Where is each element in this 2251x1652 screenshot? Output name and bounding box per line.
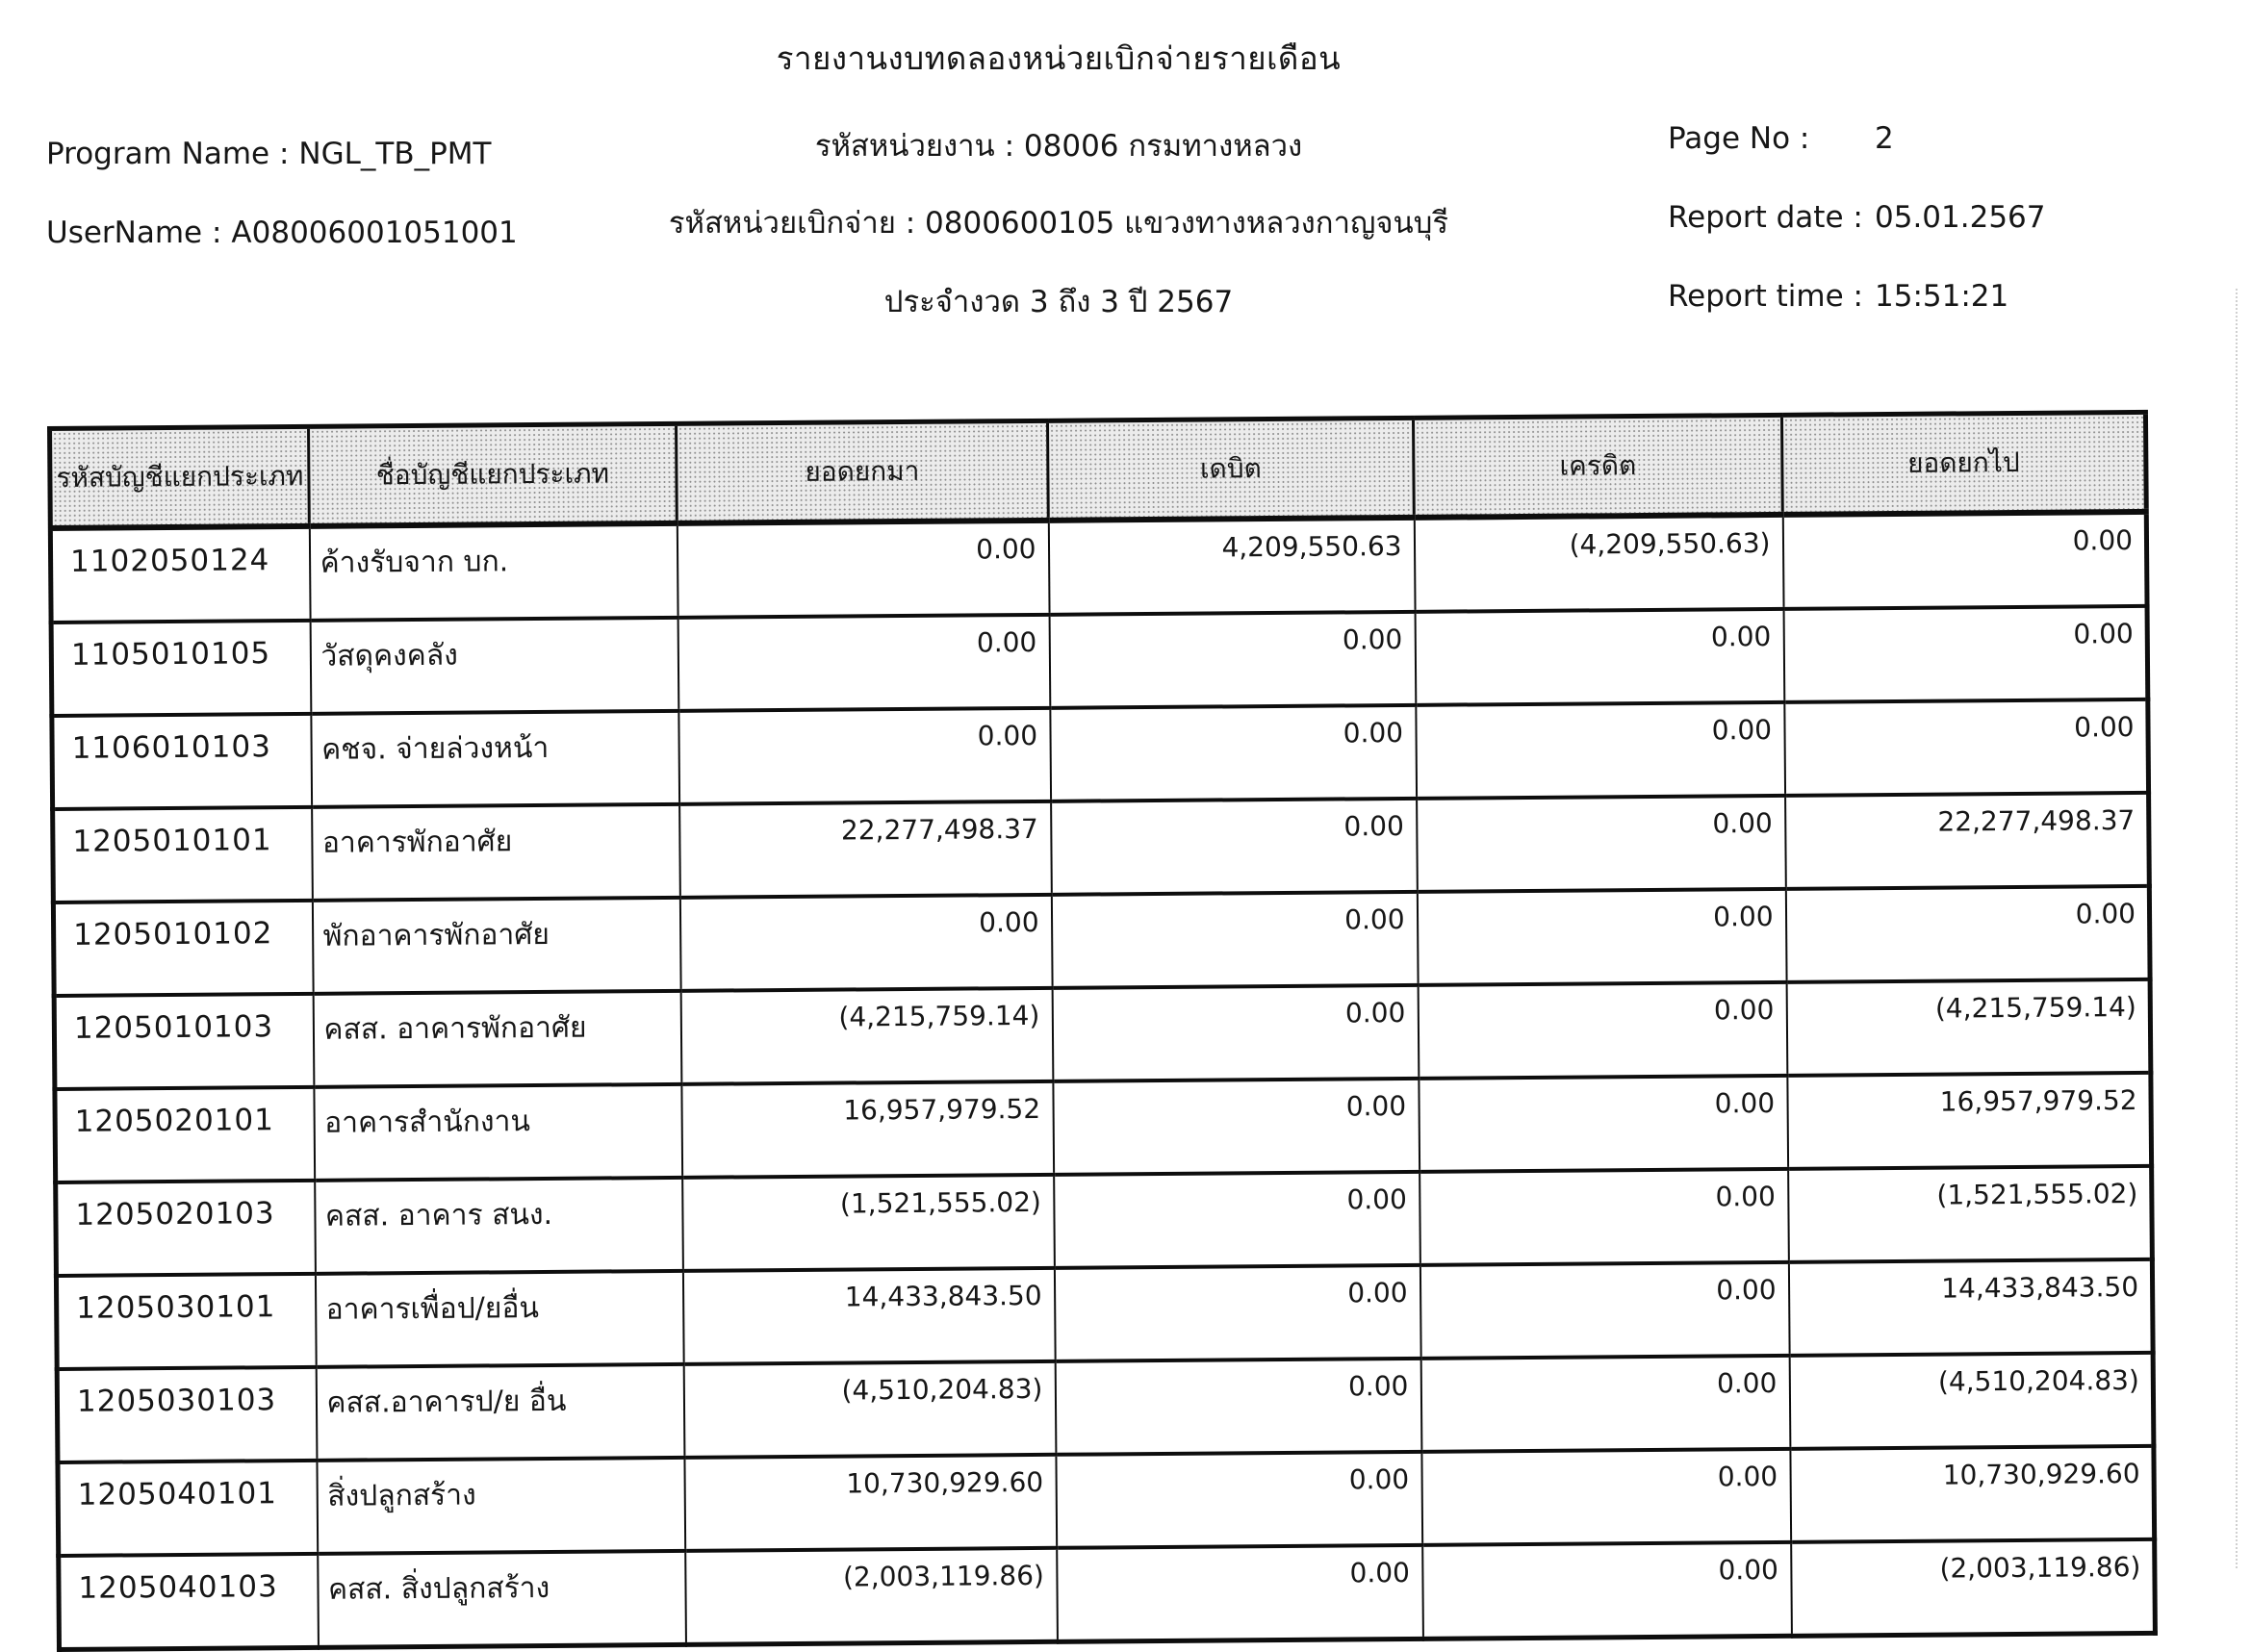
beginning-balance-cell: (1,521,555.02) (682, 1175, 1055, 1271)
column-header-account-code: รหัสบัญชีแยกประเภท (50, 426, 310, 528)
account-name-cell: คสส. อาคาร สนง. (315, 1178, 683, 1274)
table-row (57, 1353, 2154, 1462)
account-code-cell: 1205010102 (53, 901, 313, 996)
ending-balance-cell: 14,433,843.50 (1788, 1259, 2153, 1356)
beginning-balance-cell: (4,215,759.14) (680, 988, 1053, 1084)
credit-cell: 0.00 (1420, 1169, 1789, 1265)
disbursement-unit-line: รหัสหน่วยเบิกจ่าย : 0800600105 แขวงทางหลวงกาญจนบุรี (668, 206, 1449, 241)
debit-cell: 0.00 (1056, 1452, 1422, 1548)
ending-balance-cell: 0.00 (1782, 512, 2147, 609)
table-row (52, 699, 2149, 809)
column-header-credit: เครดิต (1413, 415, 1782, 518)
credit-cell: 0.00 (1420, 1356, 1790, 1452)
credit-cell: (4,209,550.63) (1414, 515, 1783, 612)
beginning-balance-cell: (4,510,204.83) (683, 1361, 1056, 1458)
page-no-line (1668, 121, 2207, 156)
credit-cell: 0.00 (1419, 1076, 1788, 1172)
credit-cell: 0.00 (1415, 609, 1784, 705)
table-row (54, 979, 2151, 1089)
account-name-cell: พักอาคารพักอาศัย (312, 898, 680, 994)
account-name-cell: คสส. สิ่งปลูกสร้าง (318, 1551, 686, 1647)
debit-cell: 0.00 (1051, 892, 1418, 988)
report-time-line (1668, 279, 2207, 314)
username-label: UserName : (46, 216, 222, 250)
account-name-cell: อาคารพักอาศัย (312, 804, 680, 901)
table-row (51, 606, 2148, 716)
credit-cell: 0.00 (1418, 982, 1787, 1079)
column-header-debit: เดบิต (1047, 418, 1414, 520)
ending-balance-cell: 0.00 (1784, 699, 2149, 796)
report-date-label: Report date : (1668, 200, 1863, 235)
account-code-cell: 1205040103 (59, 1554, 319, 1650)
debit-cell: 0.00 (1051, 799, 1418, 895)
page-no-value: 2 (1875, 121, 1894, 156)
beginning-balance-cell: 16,957,979.52 (681, 1081, 1054, 1178)
page-no-label: Page No : (1668, 121, 1810, 156)
scanner-artifact-line (2236, 289, 2238, 1568)
beginning-balance-cell: 0.00 (678, 615, 1050, 711)
debit-cell: 0.00 (1054, 1172, 1420, 1268)
program-name-label: Program Name : (46, 137, 290, 171)
beginning-balance-cell: 0.00 (678, 708, 1051, 804)
username-value: A08006001051001 (231, 216, 518, 250)
account-code-cell: 1106010103 (52, 714, 312, 809)
account-name-cell: ค้างรับจาก บก. (309, 523, 678, 621)
account-code-cell: 1205030103 (57, 1367, 317, 1462)
beginning-balance-cell: 10,730,929.60 (684, 1455, 1057, 1551)
agency-code-line: รหัสหน่วยงาน : 08006 กรมทางหลวง (814, 129, 1303, 164)
account-code-cell: 1205010103 (54, 994, 314, 1089)
account-table-body (50, 512, 2155, 1650)
report-time-label: Report time : (1668, 279, 1863, 314)
credit-cell: 0.00 (1417, 796, 1786, 892)
table-row (56, 1166, 2153, 1276)
table-row (59, 1539, 2156, 1650)
table-row (56, 1259, 2153, 1369)
debit-cell: 0.00 (1054, 1265, 1420, 1361)
account-name-cell: อาคารเพื่อป/ยอื่น (315, 1271, 683, 1367)
ending-balance-cell: (2,003,119.86) (1791, 1539, 2156, 1636)
column-header-beginning-balance: ยอดยกมา (676, 420, 1048, 523)
ending-balance-cell: (4,215,759.14) (1786, 979, 2151, 1076)
table-row (50, 512, 2147, 623)
account-name-cell: สิ่งปลูกสร้าง (317, 1458, 685, 1554)
account-name-cell: วัสดุคงคลัง (310, 618, 678, 714)
debit-cell: 0.00 (1053, 1079, 1420, 1175)
table-row (55, 1073, 2152, 1182)
account-code-cell: 1102050124 (50, 526, 310, 623)
credit-cell: 0.00 (1420, 1262, 1789, 1359)
ending-balance-cell: 16,957,979.52 (1787, 1073, 2152, 1169)
debit-cell: 0.00 (1049, 612, 1416, 708)
table-row (58, 1446, 2155, 1556)
program-name-value: NGL_TB_PMT (298, 137, 492, 171)
ending-balance-cell: 10,730,929.60 (1790, 1446, 2155, 1542)
ending-balance-cell: (4,510,204.83) (1789, 1353, 2154, 1449)
report-date-value: 05.01.2567 (1875, 200, 2046, 235)
account-name-cell: คสส. อาคารพักอาศัย (313, 991, 681, 1087)
debit-cell: 4,209,550.63 (1048, 518, 1415, 615)
ending-balance-cell: 0.00 (1785, 886, 2150, 982)
report-title: รายงานงบทดลองหน่วยเบิกจ่ายรายเดือน (776, 39, 1342, 77)
account-code-cell: 1205010101 (53, 807, 313, 902)
account-name-cell: คชจ. จ่ายล่วงหน้า (311, 711, 679, 807)
ending-balance-cell: (1,521,555.02) (1788, 1166, 2153, 1262)
credit-cell: 0.00 (1416, 702, 1785, 799)
account-code-cell: 1205030101 (56, 1274, 316, 1369)
beginning-balance-cell: 0.00 (679, 895, 1052, 991)
credit-cell: 0.00 (1417, 889, 1786, 985)
debit-cell: 0.00 (1052, 985, 1419, 1081)
account-code-cell: 1205040101 (58, 1461, 318, 1556)
ending-balance-cell: 0.00 (1783, 606, 2148, 702)
credit-cell: 0.00 (1422, 1542, 1792, 1639)
trial-balance-table (47, 410, 2158, 1652)
account-code-cell: 1205020101 (55, 1087, 315, 1182)
ending-balance-cell: 22,277,498.37 (1785, 793, 2150, 889)
beginning-balance-cell: (2,003,119.86) (685, 1548, 1058, 1645)
beginning-balance-cell: 0.00 (677, 521, 1049, 618)
debit-cell: 0.00 (1057, 1545, 1423, 1641)
column-header-ending-balance: ยอดยกไป (1781, 412, 2146, 514)
table-row (53, 793, 2150, 902)
account-name-cell: อาคารสำนักงาน (314, 1084, 682, 1181)
debit-cell: 0.00 (1055, 1359, 1421, 1455)
report-date-line (1668, 200, 2207, 235)
beginning-balance-cell: 14,433,843.50 (682, 1268, 1055, 1364)
credit-cell: 0.00 (1421, 1449, 1791, 1545)
period-line: ประจำงวด 3 ถึง 3 ปี 2567 (883, 285, 1234, 319)
report-time-value: 15:51:21 (1875, 279, 2009, 314)
debit-cell: 0.00 (1050, 705, 1417, 801)
account-code-cell: 1105010105 (51, 621, 311, 716)
trial-balance-table-wrap (47, 410, 2153, 1652)
table-header-row (50, 412, 2147, 528)
account-code-cell: 1205020103 (56, 1181, 316, 1276)
account-name-cell: คสส.อาคารป/ย อื่น (316, 1364, 684, 1461)
column-header-account-name: ชื่อบัญชีแยกประเภท (309, 423, 678, 525)
beginning-balance-cell: 22,277,498.37 (679, 801, 1052, 898)
table-row (53, 886, 2150, 996)
